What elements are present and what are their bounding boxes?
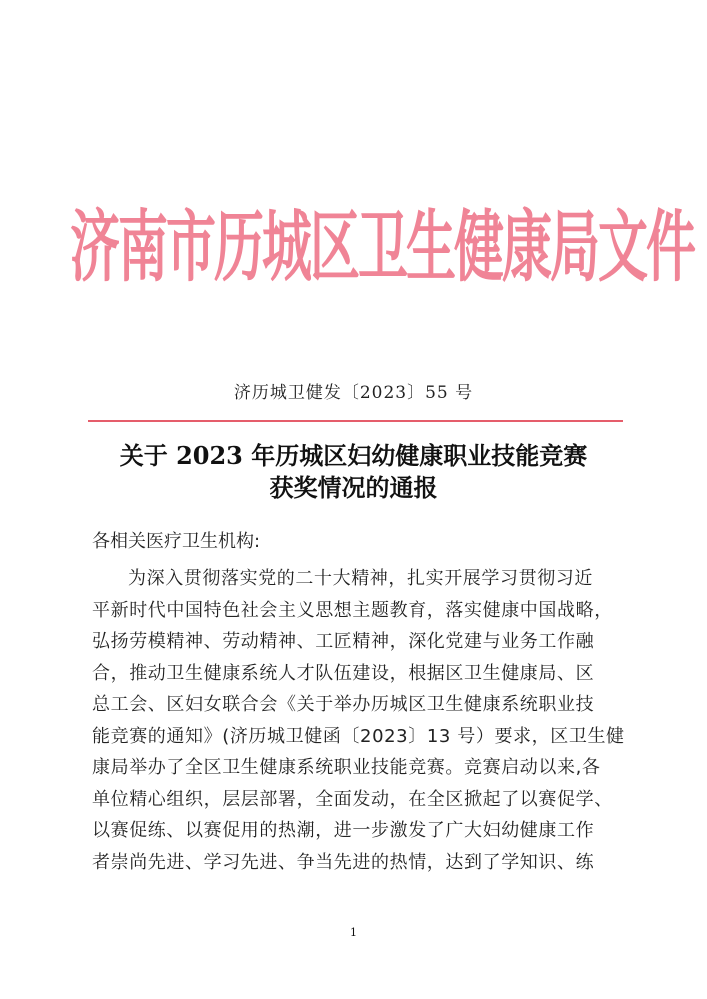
notice-title — [0, 440, 707, 504]
body-line: 为深入贯彻落实党的二十大精神，扎实开展学习贯彻习近 — [128, 568, 593, 589]
body-line: 康局举办了全区卫生健康系统职业技能竞赛。竞赛启动以来,各 — [92, 757, 601, 778]
body-line: 者崇尚先进、学习先进、争当先进的热情，达到了学知识、练 — [92, 851, 595, 873]
body-line: 以赛促练、以赛促用的热潮，进一步激发了广大妇幼健康工作 — [92, 820, 595, 841]
salutation: 各相关医疗卫生机构: — [92, 531, 261, 552]
red-divider-line — [88, 420, 623, 422]
org-header-title: 济南市历城区卫生健康局文件 — [70, 200, 694, 292]
page-number: 1 — [350, 926, 357, 939]
notice-title-line-2: 获奖情况的通报 — [269, 473, 438, 502]
body-line: 能竞赛的通知》(济历城卫健函〔2023〕13 号）要求，区卫生健 — [92, 725, 625, 747]
body-line: 单位精心组织，层层部署，全面发动，在全区掀起了以赛促学、 — [92, 788, 613, 810]
body-line: 平新时代中国特色社会主义思想主题教育，落实健康中国战略， — [92, 599, 613, 621]
body-line: 合，推动卫生健康系统人才队伍建设，根据区卫生健康局、区 — [92, 662, 595, 684]
body-paragraph — [92, 563, 625, 878]
notice-title-line-1: 关于 2023 年历城区妇幼健康职业技能竞赛 — [119, 441, 588, 470]
body-line: 总工会、区妇女联合会《关于举办历城区卫生健康系统职业技 — [92, 694, 595, 715]
document-number: 济历城卫健发〔2023〕55 号 — [233, 383, 474, 403]
body-line: 弘扬劳模精神、劳动精神、工匠精神，深化党建与业务工作融 — [92, 631, 595, 652]
